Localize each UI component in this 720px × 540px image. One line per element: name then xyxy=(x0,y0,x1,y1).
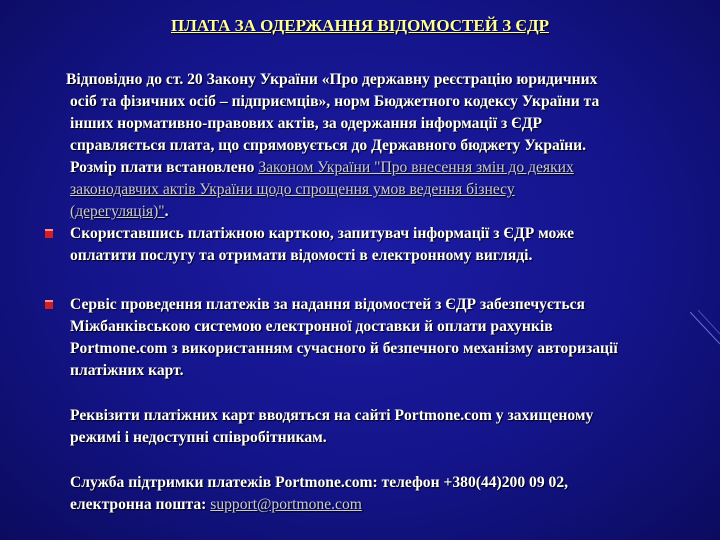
support-line-1: Служба підтримки платежів Portmone.com: телефон +380(44)200 09 02, xyxy=(70,474,569,491)
bullet-icon xyxy=(45,300,53,309)
intro-line-7 xyxy=(70,202,169,222)
intro-line-6 xyxy=(70,180,515,200)
bullet2-line-2: Міжбанківською системою електронної доставки й оплати рахунків xyxy=(70,318,553,335)
bullet2-line-1: Сервіс проведення платежів за надання відомостей з ЄДР забезпечується xyxy=(70,296,585,313)
law-link-part-2[interactable]: законодавчих актів України щодо спрощення умов ведення бізнесу xyxy=(70,181,515,198)
decorative-swoosh xyxy=(690,310,720,350)
security-line-2: режимі і недоступні співробітникам. xyxy=(70,429,327,446)
intro-line-1: Відповідно до ст. 20 Закону України «Про державну реєстрацію юридичних xyxy=(66,71,598,88)
intro-line-7-period: . xyxy=(164,203,169,220)
bullet2-line-3: Portmone.com з використанням сучасного й безпечного механізму авторизації xyxy=(70,340,618,357)
bullet1-line-1: Скориставшись платіжною карткою, запитувач інформації з ЄДР може xyxy=(70,225,574,242)
intro-line-3: інших нормативно-правових актів, за одержання інформації з ЄДР xyxy=(70,115,542,132)
bullet2-line-4: платіжних карт. xyxy=(70,362,184,379)
intro-line-5 xyxy=(70,158,574,178)
page-title: ПЛАТА ЗА ОДЕРЖАННЯ ВІДОМОСТЕЙ З ЄДР xyxy=(170,16,550,35)
security-line-1: Реквізити платіжних карт вводяться на сайті Portmone.com у захищеному xyxy=(70,407,594,424)
law-link-part-1[interactable]: Законом України "Про внесення змін до деяких xyxy=(258,159,574,176)
bullet1-line-2: оплатити послугу та отримати відомості в електронному вигляді. xyxy=(70,247,533,264)
bullet-icon xyxy=(45,229,53,238)
email-label: електронна пошта: xyxy=(70,496,211,513)
support-email-link[interactable]: support@portmone.com xyxy=(210,496,362,513)
support-line-2 xyxy=(70,495,362,515)
law-link-part-3[interactable]: (дерегуляція)" xyxy=(70,203,165,220)
intro-line-5-text: Розмір плати встановлено xyxy=(70,159,259,176)
intro-line-4: справляється плата, що спрямовується до Державного бюджету України. xyxy=(70,137,587,154)
intro-line-2: осіб та фізичних осіб – підприємців», норм Бюджетного кодексу України та xyxy=(70,93,600,110)
